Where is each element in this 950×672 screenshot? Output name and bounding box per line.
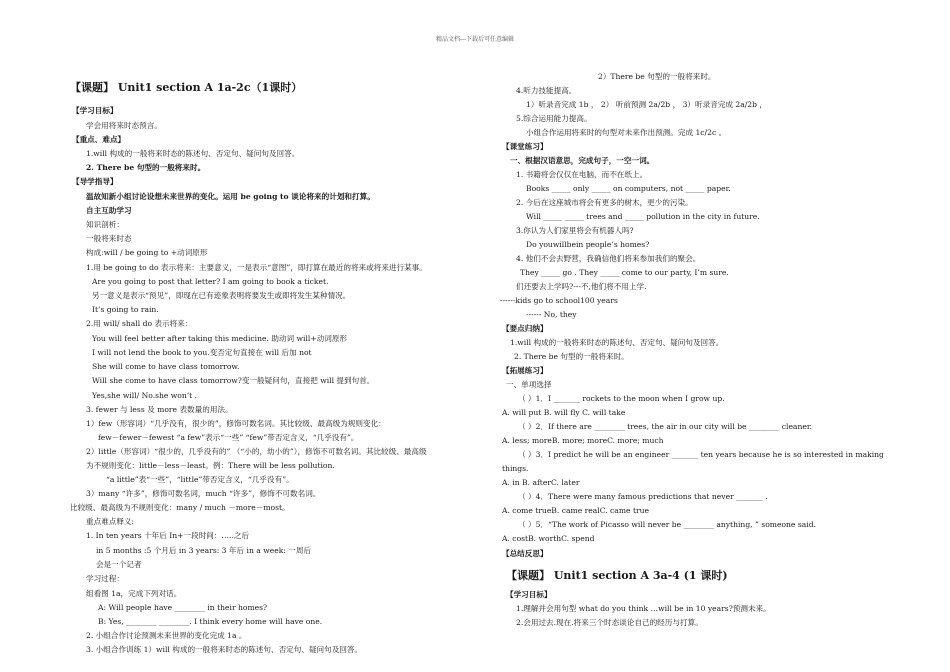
left-text-line: A: Will people have ________ in their homes? [98, 603, 268, 612]
right-text-line: A. costB. worthC. spend [502, 534, 595, 543]
left-text-line: 会是一个记者 [96, 560, 142, 569]
left-text-line: 学习过程： [86, 574, 124, 583]
right-text-line: 2. 今后在这座城市将会有更多的树木，更少的污染。 [516, 198, 693, 207]
left-text-line: 【导学指导】 [72, 177, 118, 186]
right-text-line: ------ No, they [526, 310, 577, 319]
right-text-line: 5.综合运用能力提高。 [516, 114, 592, 123]
left-text-line: 学会用将来时态预言。 [86, 121, 162, 130]
left-text-line: 【重点、难点】 [72, 135, 126, 144]
right-text-line: 们还要去上学吗?---不,他们将不用上学. [516, 282, 647, 291]
right-text-line: ------kids go to school100 years [500, 296, 618, 305]
left-text-line: 温故知新小组讨论设想未来世界的变化。运用 be going to 谈论将来的计划和打算。 [86, 192, 375, 201]
right-text-line: 2. There be 句型的一般将来时。 [514, 352, 629, 361]
right-text-line: 4. 他们不会去野营，我确信他们将来参加我们的聚会。 [516, 254, 701, 263]
left-text-line: 1. In ten years 十年后 In+一段时间：…..之后 [86, 531, 250, 540]
left-text-line: You will feel better after taking this medicine. 助动词 will+动词原形 [92, 334, 348, 343]
lesson-title-2: 【课题】 Unit1 section A 3a-4 (1 课时) [506, 569, 728, 582]
right-text-bottom-line: 【学习目标】 [506, 590, 552, 599]
left-text-line: few－fewer－fewest “a few”表示“一些” “few”带否定含义，“几乎没有”。 [98, 433, 359, 442]
left-text-line: Are you going to post that letter? I am going to book a ticket. [92, 277, 329, 286]
right-text-line: 3.你认为人们家里将会有机器人吗? [516, 226, 634, 235]
right-text-line: 【课堂练习】 [502, 142, 548, 151]
left-text-line: 一般将来时态 [86, 234, 132, 243]
right-text-line: 4.听力技能提高。 [516, 86, 577, 95]
left-text-line: Will she come to have class tomorrow?变一般疑问句，直接把 will 提到句首。 [92, 376, 375, 385]
right-text-line: Will _____ _____ trees and _____ pollution in the city in future. [526, 212, 760, 221]
left-text-line: 构成:will / be going to +动词原形 [86, 248, 208, 257]
left-text-line: 1.用 be going to do 表示将来：主要意义，一是表示“意图”，即打算在最近的将来或将来进行某事。 [86, 263, 427, 272]
left-text-line: 知识剖析： [86, 220, 124, 229]
right-text-bottom-line: 1.理解并会用句型 what do you think …will be in 10 years?预测未来。 [516, 604, 771, 613]
left-text-line: 3. 小组合作训练 1）will 构成的一般将来时态的陈述句、否定句、疑问句及回答。 [86, 645, 363, 654]
left-text-line: 重点难点释义: [86, 517, 135, 526]
right-text-line: 【要点归纳】 [502, 324, 548, 333]
right-text-line: （ ）2．If there are ________ trees, the air in our city will be ________ cleaner. [518, 422, 813, 431]
right-text-line: 小组合作运用将来时的句型对未来作出预测。完成 1c/2c 。 [526, 128, 727, 137]
left-text-line: B: Yes, ________ ________. I think every home will have one. [98, 617, 323, 626]
right-text-line: （ ）1．I _______ rockets to the moon when I grow up. [518, 394, 725, 403]
right-text-line: 【总结反思】 [502, 549, 548, 558]
right-text-line: （ ）4．There were many famous predictions that never _______ . [518, 492, 768, 501]
right-text-bottom-line: 2.会用过去.现在.将来三个时态谈论自己的经历与打算。 [516, 618, 703, 627]
left-text-line: It’s going to rain. [92, 305, 159, 314]
left-text-line: 2）little（形容词）“很少的，几乎没有的” （“小的，幼小的”），修饰不可数名词。其比较级、最高级 [86, 447, 427, 456]
right-text-line: 1. 书籍将会仅仅在电脑，而不在纸上。 [516, 170, 648, 179]
left-text-line: 比较级、最高级为不规则变化：many / much －more－most。 [70, 503, 290, 512]
lesson-title: 【课题】 Unit1 section A 1a-2c（1课时） [70, 81, 303, 94]
right-text-line: （ ）3．I predict he will be an engineer _______ ten years because he is so interested in making [518, 450, 884, 459]
right-text-line: 1）听录音完成 1b ， 2） 听前预测 2a/2b ， 3）听录音完成 2a/2b ， [526, 100, 768, 109]
left-text-line: 3）many “许多”，修饰可数名词，much “许多”，修饰不可数名词。 [86, 489, 321, 498]
left-text-line: 自主互助学习 [86, 206, 132, 215]
left-text-line: She will come to have class tomorrow. [92, 362, 240, 371]
right-text-line: 2）There be 句型的一般将来时。 [598, 72, 716, 81]
left-text-line: “a little”表“一些”，“little”带否定含义，“几乎没有”。 [106, 475, 294, 484]
left-text-line: I will not lend the book to you.变否定句直接在 will 后加 not [92, 348, 312, 357]
left-text-line: 组看图 1a，完成下列对话。 [86, 589, 182, 598]
right-text-line: Books _____ only _____ on computers, not _____ paper. [526, 184, 731, 193]
left-text-line: 为不规则变化：little－less－least。例：There will be less pollution. [86, 461, 335, 470]
left-text-line: 【学习目标】 [72, 106, 118, 115]
right-text-line: They _____ go . They _____ come to our party, I’m sure. [520, 268, 729, 277]
left-text-line: 2.用 will/ shall do 表示将来： [86, 319, 193, 328]
left-text-line: 另一意义是表示“预见”，即现在已有迹象表明将要发生或即将发生某种情况。 [92, 291, 351, 300]
right-text-line: A. will put B. will fly C. will take [502, 408, 626, 417]
right-text-line: A. come trueB. came realC. came true [502, 506, 650, 515]
left-text-line: 1）few（形容词）“几乎没有，很少的”，修饰可数名词。其比较级、最高级为规则变化： [86, 419, 386, 428]
right-text-line: 【拓展练习】 [502, 366, 548, 375]
right-text-line: 一、根据汉语意思，完成句子，一空一词。 [510, 156, 655, 165]
right-text-line: A. in B. afterC. later [502, 478, 580, 487]
left-text-line: Yes,she will/ No.she won’t . [92, 391, 198, 400]
right-text-line: Do youwillbein people’s homes? [526, 240, 650, 249]
right-text-line: things. [502, 464, 529, 473]
right-text-line: （ ）5．“The work of Picasso will never be ________ anything, ” someone said. [518, 520, 816, 529]
left-text-line: in 5 months :5 个月后 in 3 years: 3 年后 in a week: 一周后 [96, 546, 312, 555]
left-text-line: 1.will 构成的一般将来时态的陈述句、否定句、疑问句及回答。 [86, 149, 300, 158]
right-text-line: 一、单项选择 [506, 380, 552, 389]
right-text-line: A. less; moreB. more; moreC. more; much [502, 436, 664, 445]
right-text-line: 1.will 构成的一般将来时态的陈述句、否定句、疑问句及回答。 [510, 338, 724, 347]
header-note: 精品文档---下载后可任意编辑 [435, 36, 515, 43]
left-text-line: 2. There be 句型的一般将来时。 [86, 163, 206, 172]
left-text-line: 2. 小组合作讨论预测未来世界的变化完成 1a 。 [86, 631, 247, 640]
left-text-line: 3. fewer 与 less 及 more 表数量的用法。 [86, 405, 233, 414]
